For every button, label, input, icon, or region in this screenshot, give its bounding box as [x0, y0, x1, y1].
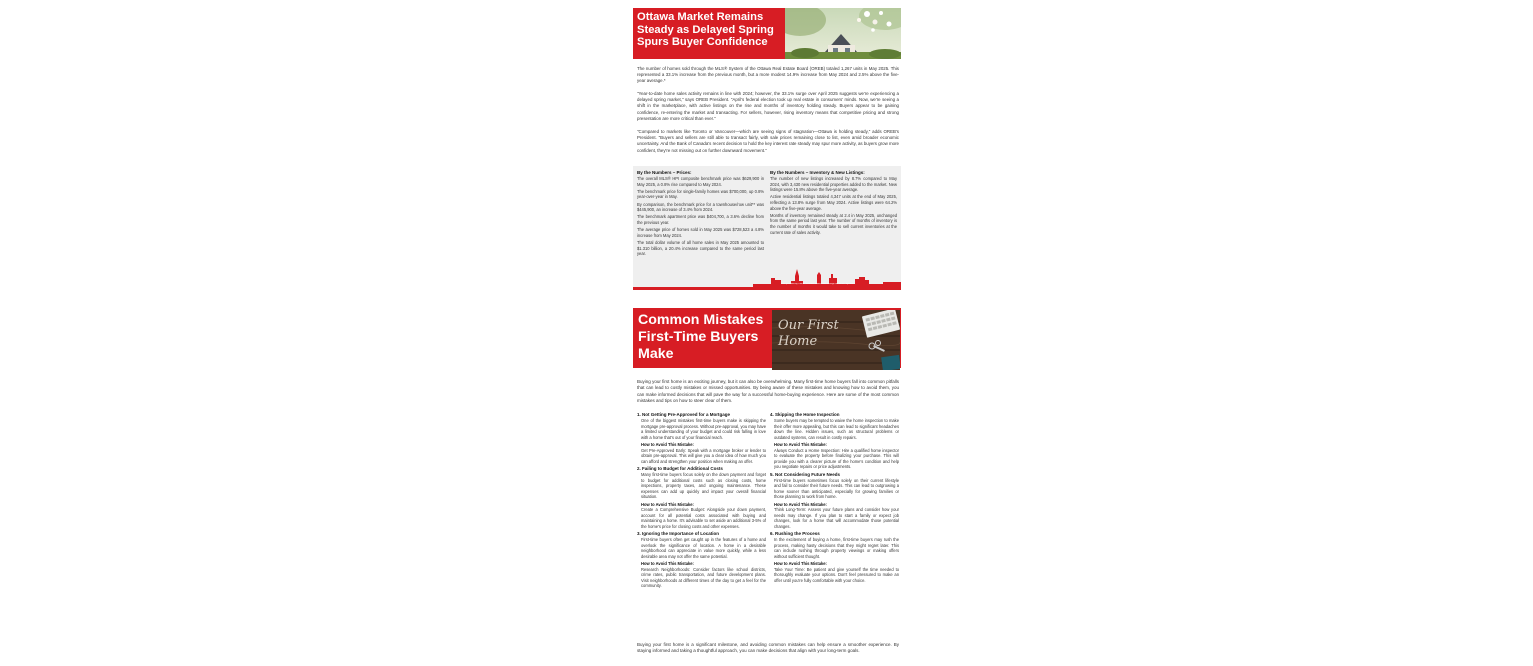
mistake-title: 2. Failing to Budget for Additional Costs	[637, 465, 723, 471]
house-in-spring-photo	[785, 8, 901, 59]
prices-item: The overall MLS® HPI composite benchmark price was $629,900 in May 2025, a 0.8% rise compared to May 2024.	[637, 176, 764, 187]
mistake-body: One of the biggest mistakes first-time buyers make is skipping the mortgage pre-approval process. Without pre-approval, you may have a limited understanding of your budget and could risk falling in love with a home that's out of your financial reach.	[641, 418, 766, 440]
mistake-avoid: Create a Comprehensive Budget: Alongside your down payment, account for all potential costs associated with buying and maintaining a home. It's advisable to set aside an additional 3-5% of the home's price for closing costs and other expenses.	[641, 507, 766, 529]
mistake-title: 1. Not Getting Pre-Approved for a Mortgage	[637, 412, 731, 417]
mistake-avoid-label: How to Avoid This Mistake:	[641, 441, 694, 447]
mistake-avoid-label: How to Avoid This Mistake:	[774, 441, 827, 447]
mistake-avoid: Take Your Time: Be patient and give yourself the time needed to thoroughly evaluate your options. Don't feel pressured to make an offer until you're fully comfortable with your choice.	[774, 566, 899, 583]
mistake-body: First-time buyers sometimes focus solely on their current lifestyle and fail to consider their future needs. This can lead to outgrowing a home sooner than anticipated, especially for growing families or those planning to work from home.	[774, 477, 899, 500]
mistake-title: 4. Skipping the Home Inspection	[770, 412, 840, 417]
inventory-item: Months of inventory remained steady at 2.4 in May 2025, unchanged from the same period last year. The number of months of inventory is the number of months it would take to sell current inventories at the current rate of sales activity.	[770, 212, 897, 235]
mistake-avoid-label: How to Avoid This Mistake:	[641, 501, 694, 507]
prices-item: The total dollar volume of all home sales in May 2025 amounted to $1.310 billion, a 20.4% increase compared to the same period last year.	[637, 239, 764, 257]
prices-item: The average price of homes sold in May 2025 was $728,523 a 4.8% increase from May 2024.	[637, 227, 764, 238]
prices-item: By comparison, the benchmark price for a townhouse/row unit** was $445,900, an increase of 3.4% from 2024.	[637, 201, 764, 213]
prices-column	[637, 170, 764, 276]
mistakes-right-column	[770, 412, 899, 638]
mistake-body: In the excitement of buying a home, first-time buyers may rush the process, making hasty decisions that they might regret later. This can include rushing through property viewings or making offers without sufficient thought.	[774, 537, 899, 559]
article2-intro: Buying your first home is an exciting journey, but it can also be overwhelming. Many first-time home buyers fall into common pitfalls that can lead to costly mistakes or missed opportunities. By being aware of these mistakes and knowing how to avoid them, you can make informed decisions that will pave the way for a successful home-buying experience. Here are some of the most common mistakes and tips on how to steer clear of them.	[637, 379, 899, 404]
mistake-avoid: Always Conduct a Home Inspection: Hire a qualified home inspector to evaluate the property before finalizing your purchase. This will provide you with a clearer picture of the home's condition and help you negotiate repairs or price adjustments.	[774, 447, 899, 470]
our-first-home-script: Our First Home	[778, 318, 839, 349]
mistake-title: 3. Ignoring the Importance of Location	[637, 531, 720, 537]
mistake-body: First-time buyers often get caught up in the features of a home and overlook the significance of location. A home in a desirable neighborhood can appreciate in value more quickly, while a less desirable area may not offer the same potential.	[641, 537, 766, 559]
article2-conclusion: Buying your first home is a significant milestone, and avoiding common mistakes can help ensure a smoother experience. By staying informed and taking a thoughtful approach, you can make decisions that align with your long-term goals.	[637, 642, 899, 654]
inventory-column	[770, 170, 897, 266]
article2-title-line-1: Common Mistakes	[638, 312, 764, 328]
inventory-heading: By the Numbers – Inventory & New Listings:	[770, 170, 865, 175]
mistake-title: 5. Not Considering Future Needs	[770, 471, 841, 477]
mistake-avoid-label: How to Avoid This Mistake:	[641, 561, 694, 567]
article1-title-banner	[633, 8, 785, 59]
mistake-avoid: Think Long-Term: Assess your future plans and consider how your needs may change. If you plan to start a family or expect job changes, look for a home that will accommodate those potential changes.	[774, 507, 899, 529]
mistake-avoid-label: How to Avoid This Mistake:	[774, 501, 827, 507]
inventory-item: Active residential listings totaled 4,347 units at the end of May 2025, reflecting a 13.8% surge from May 2024. Active listings were 64.2% above the five-year average.	[770, 194, 897, 211]
article1-paragraph-2: "Year-to-date home sales activity remains in line with 2024; however, the 33.1% surge over April 2025 suggests we're experiencing a delayed spring market," says OREB President. "April's federal election took up real estate in consumers' minds. Now, we're seeing a shift in the marketplace, with active listings on the rise and months of inventory holding steady. Buyers appear to be gaining confidence, re-entering the market and transacting. For sellers, however, rising inventory means that competitive pricing and strong presentation are more critical than ever."	[637, 91, 899, 121]
ottawa-skyline-graphic	[633, 266, 901, 290]
article1-title: Ottawa Market Remains Steady as Delayed Spring Spurs Buyer Confidence	[637, 11, 774, 49]
mistake-body: Many first-time buyers focus solely on the down payment and forget to budget for additional costs such as closing costs, home inspections, property taxes, and ongoing maintenance. These expenses can add up quickly and impact your overall financial situation.	[641, 471, 766, 500]
article2-title-line-2: First-Time Buyers	[638, 329, 759, 345]
article1-paragraph-1: The number of homes sold through the MLS® System of the Ottawa Real Estate Board (OREB) totaled 1,267 units in May 2025. This represented a 33.1% increase from the previous month, but a more modest 14.9% increase from May 2024 and 2.5% above the five-year average.*	[637, 66, 899, 84]
inventory-item: The number of new listings increased by 8.7% compared to May 2024, with 3,430 new residential properties added to the market. New listings were 15.8% above the five-year average.	[770, 176, 897, 193]
article2-title	[638, 312, 772, 363]
mistake-avoid: Get Pre-Approved Early: Speak with a mortgage broker or lender to obtain pre-approval. This will give you a clear idea of how much you can afford and strengthen your position when making an offer.	[641, 447, 766, 464]
prices-heading: By the Numbers – Prices:	[637, 170, 692, 175]
mistake-avoid-label: How to Avoid This Mistake:	[774, 561, 827, 567]
mistake-avoid: Research Neighborhoods: Consider factors like school districts, crime rates, public transportation, and future development plans. Visit neighborhoods at different times of the day to get a feel for the community.	[641, 566, 766, 589]
mistake-body: Some buyers may be tempted to waive the home inspection to make their offer more appealing, but this can lead to significant headaches down the line. Hidden issues, such as structural problems or outdated systems, can result in costly repairs.	[774, 418, 899, 440]
by-the-numbers-box	[633, 166, 901, 290]
article2-title-line-3: Make	[638, 346, 674, 362]
our-first-home-photo	[772, 310, 900, 370]
mistakes-left-column	[637, 412, 766, 638]
prices-item: The benchmark price for single-family homes was $700,000, up 0.8% year-over-year in May.	[637, 188, 764, 200]
article1-paragraph-3: "Compared to markets like Toronto or Vancouver—which are seeing signs of stagnation—Ottawa is holding steady," adds OREB's President. "Buyers and sellers are still able to transact fairly, with sale prices remaining close to list, even amid broader economic uncertainty. And the Bank of Canada's recent decision to hold the key interest rate steady may spur more activity, as buyers grow more confident, they're not missing out on further downward movement."	[637, 129, 899, 153]
house-photo-svg	[785, 8, 901, 59]
stats-footer-note: Data provided by OREB. Statistics reflect sales through the MLS® System.	[781, 283, 854, 285]
newsletter-page	[633, 0, 901, 666]
prices-item: The benchmark apartment price was $404,700, a 3.6% decline from the previous year.	[637, 214, 764, 225]
mistake-title: 6. Rushing the Process	[770, 531, 820, 537]
